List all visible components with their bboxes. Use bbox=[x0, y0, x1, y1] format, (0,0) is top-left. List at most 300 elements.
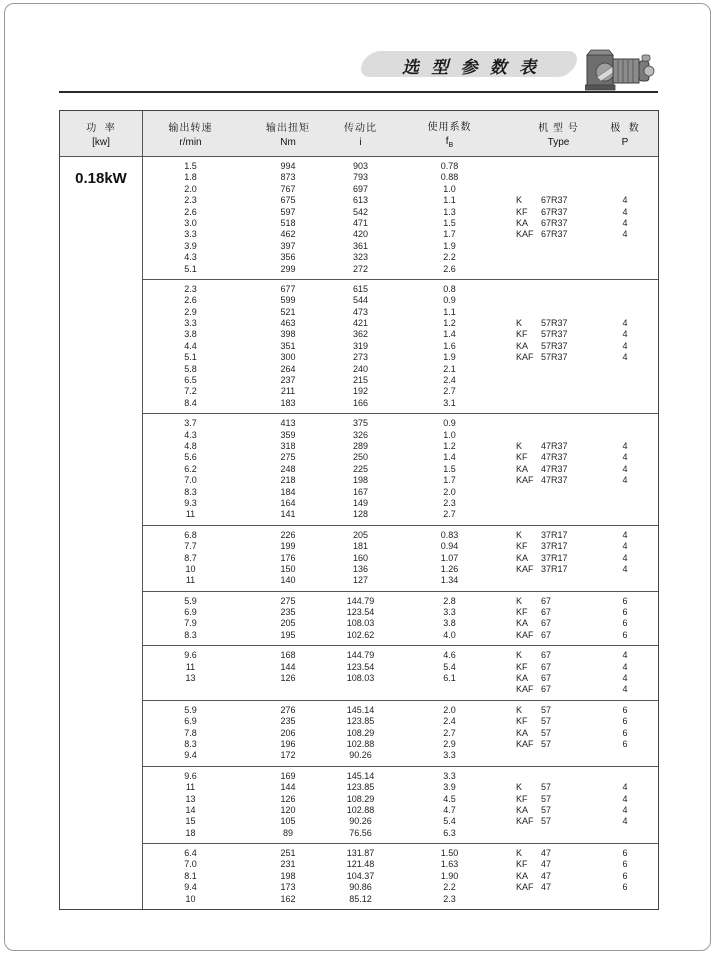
factor-value: 0.8 bbox=[443, 283, 456, 294]
type-value bbox=[516, 673, 601, 684]
type-prefix: KF bbox=[516, 716, 528, 727]
torque-value: 205 bbox=[280, 618, 296, 629]
factor-value: 0.88 bbox=[440, 172, 459, 183]
table-row bbox=[143, 596, 658, 607]
table-row bbox=[143, 364, 658, 375]
type-model: 57R37 bbox=[541, 318, 568, 329]
ratio-value: 793 bbox=[352, 172, 369, 183]
type-value bbox=[516, 859, 601, 870]
ratio-block bbox=[143, 766, 658, 843]
ratio-value: 542 bbox=[352, 206, 369, 217]
row-spacer bbox=[649, 264, 657, 275]
type-model: 57 bbox=[541, 704, 552, 715]
table-row bbox=[143, 782, 658, 793]
table-row bbox=[143, 541, 658, 552]
ratio-value: 420 bbox=[352, 229, 369, 240]
table-row bbox=[143, 172, 658, 183]
ratio-value: 198 bbox=[352, 475, 369, 486]
speed-value: 8.1 bbox=[184, 870, 197, 881]
row-spacer bbox=[649, 229, 657, 240]
torque-value: 183 bbox=[280, 397, 296, 408]
poles-value: 6 bbox=[622, 882, 628, 893]
type-value bbox=[516, 816, 601, 827]
row-spacer bbox=[649, 341, 657, 352]
factor-value: 2.7 bbox=[443, 386, 456, 397]
table-row bbox=[143, 553, 658, 564]
table-row bbox=[143, 264, 658, 275]
speed-value: 8.7 bbox=[184, 552, 197, 563]
row-spacer bbox=[649, 794, 657, 805]
type-model: 47 bbox=[541, 870, 552, 881]
type-prefix: KA bbox=[516, 618, 529, 629]
row-spacer bbox=[649, 195, 657, 206]
poles-value: 4 bbox=[622, 650, 628, 661]
poles-value bbox=[601, 487, 649, 498]
table-row bbox=[143, 816, 658, 827]
speed-value: 18 bbox=[185, 827, 196, 838]
factor-value: 3.3 bbox=[443, 770, 456, 781]
type-prefix: KA bbox=[516, 727, 529, 738]
torque-value: 264 bbox=[280, 363, 296, 374]
type-value bbox=[516, 241, 601, 252]
speed-value: 10 bbox=[185, 563, 196, 574]
row-spacer bbox=[649, 418, 657, 429]
speed-value: 2.3 bbox=[184, 195, 197, 206]
header-power-label: 功 率 bbox=[86, 123, 116, 134]
row-spacer bbox=[649, 475, 657, 486]
table-row bbox=[143, 848, 658, 859]
ratio-value: 123.85 bbox=[346, 782, 375, 793]
factor-value: 0.94 bbox=[440, 541, 459, 552]
torque-value: 89 bbox=[282, 827, 293, 838]
type-prefix: KF bbox=[516, 793, 528, 804]
torque-value: 462 bbox=[280, 229, 296, 240]
type-value bbox=[516, 452, 601, 463]
type-model: 67R37 bbox=[541, 206, 568, 217]
table-row bbox=[143, 859, 658, 870]
speed-value: 7.7 bbox=[184, 541, 197, 552]
factor-value: 2.6 bbox=[443, 263, 456, 274]
type-model: 37R17 bbox=[541, 563, 568, 574]
type-prefix: KA bbox=[516, 463, 529, 474]
row-spacer bbox=[649, 848, 657, 859]
row-spacer bbox=[649, 828, 657, 839]
type-value bbox=[516, 894, 601, 905]
type-value bbox=[516, 418, 601, 429]
factor-value: 1.34 bbox=[440, 575, 459, 586]
speed-value: 2.0 bbox=[184, 183, 197, 194]
speed-value: 6.5 bbox=[184, 375, 197, 386]
ratio-value: 104.37 bbox=[346, 870, 375, 881]
type-value bbox=[516, 530, 601, 541]
torque-value: 141 bbox=[280, 509, 296, 520]
table-row bbox=[143, 716, 658, 727]
factor-value: 4.0 bbox=[443, 629, 456, 640]
ratio-block bbox=[143, 843, 658, 909]
factor-value: 1.5 bbox=[443, 463, 456, 474]
poles-value: 4 bbox=[622, 217, 628, 228]
row-spacer bbox=[649, 241, 657, 252]
poles-value: 4 bbox=[622, 804, 628, 815]
type-value bbox=[516, 805, 601, 816]
speed-value: 10 bbox=[185, 893, 196, 904]
poles-value: 4 bbox=[622, 195, 628, 206]
factor-value: 1.63 bbox=[440, 859, 459, 870]
page-title: 选 型 参 数 表 bbox=[402, 57, 540, 77]
row-spacer bbox=[649, 564, 657, 575]
type-model: 57 bbox=[541, 804, 552, 815]
speed-value: 3.9 bbox=[184, 240, 197, 251]
ratio-value: 319 bbox=[352, 340, 369, 351]
type-value bbox=[516, 618, 601, 629]
torque-value: 521 bbox=[280, 306, 296, 317]
type-value bbox=[516, 662, 601, 673]
type-model: 47R37 bbox=[541, 452, 568, 463]
factor-value: 1.0 bbox=[443, 183, 456, 194]
factor-value: 2.7 bbox=[443, 509, 456, 520]
header-torque-unit: Nm bbox=[280, 137, 296, 148]
torque-value: 251 bbox=[280, 848, 296, 859]
ratio-block bbox=[143, 413, 658, 525]
poles-value: 6 bbox=[622, 607, 628, 618]
ratio-value bbox=[338, 684, 383, 695]
type-value bbox=[516, 487, 601, 498]
poles-value: 4 bbox=[622, 552, 628, 563]
poles-value bbox=[601, 418, 649, 429]
type-value bbox=[516, 684, 601, 695]
torque-value: 248 bbox=[280, 463, 296, 474]
torque-value: 164 bbox=[280, 497, 296, 508]
torque-value: 168 bbox=[280, 650, 296, 661]
table-row bbox=[143, 498, 658, 509]
factor-value: 1.2 bbox=[443, 440, 456, 451]
factor-value: 2.2 bbox=[443, 882, 456, 893]
row-spacer bbox=[649, 662, 657, 673]
ratio-value: 473 bbox=[352, 306, 369, 317]
speed-value: 6.2 bbox=[184, 463, 197, 474]
speed-value: 6.9 bbox=[184, 607, 197, 618]
torque-value bbox=[238, 684, 338, 695]
type-model: 67R37 bbox=[541, 195, 568, 206]
ratio-value: 289 bbox=[352, 440, 369, 451]
ratio-value: 144.79 bbox=[346, 595, 375, 606]
speed-value: 9.6 bbox=[184, 770, 197, 781]
type-value bbox=[516, 229, 601, 240]
factor-value: 1.0 bbox=[443, 429, 456, 440]
factor-value: 1.2 bbox=[443, 318, 456, 329]
factor-value: 5.4 bbox=[443, 816, 456, 827]
table-row bbox=[143, 195, 658, 206]
speed-value: 4.3 bbox=[184, 252, 197, 263]
speed-value: 5.8 bbox=[184, 363, 197, 374]
row-spacer bbox=[649, 630, 657, 641]
factor-value: 1.7 bbox=[443, 475, 456, 486]
ratio-value: 323 bbox=[352, 252, 369, 263]
row-spacer bbox=[649, 739, 657, 750]
title-divider-rule bbox=[59, 91, 658, 93]
type-value bbox=[516, 207, 601, 218]
factor-value: 2.7 bbox=[443, 727, 456, 738]
row-spacer bbox=[649, 541, 657, 552]
type-value bbox=[516, 252, 601, 263]
type-value bbox=[516, 161, 601, 172]
ratio-value: 181 bbox=[352, 541, 369, 552]
ratio-block bbox=[143, 645, 658, 700]
table-row bbox=[143, 705, 658, 716]
type-value bbox=[516, 264, 601, 275]
poles-value: 4 bbox=[622, 206, 628, 217]
speed-value: 11 bbox=[185, 782, 196, 793]
poles-value bbox=[601, 509, 649, 520]
type-value bbox=[516, 650, 601, 661]
speed-value: 3.0 bbox=[184, 217, 197, 228]
speed-value: 2.3 bbox=[184, 283, 197, 294]
ratio-value: 131.87 bbox=[346, 848, 375, 859]
table-row bbox=[143, 650, 658, 661]
factor-value: 0.9 bbox=[443, 295, 456, 306]
table-row bbox=[143, 184, 658, 195]
ratio-value: 273 bbox=[352, 352, 369, 363]
factor-value bbox=[383, 684, 516, 695]
header-type-label: 机 型 号 bbox=[538, 123, 579, 134]
ratio-value: 90.86 bbox=[349, 882, 372, 893]
poles-value: 4 bbox=[622, 229, 628, 240]
poles-value bbox=[601, 172, 649, 183]
table-row bbox=[143, 673, 658, 684]
type-model: 47R37 bbox=[541, 463, 568, 474]
row-spacer bbox=[649, 218, 657, 229]
type-prefix: KAF bbox=[516, 684, 534, 695]
table-row bbox=[143, 229, 658, 240]
poles-value: 4 bbox=[622, 352, 628, 363]
poles-value bbox=[601, 575, 649, 586]
header-factor bbox=[383, 118, 516, 149]
poles-value bbox=[601, 498, 649, 509]
table-row bbox=[143, 618, 658, 629]
table-row bbox=[143, 452, 658, 463]
type-value bbox=[516, 509, 601, 520]
speed-value: 14 bbox=[185, 804, 196, 815]
type-value bbox=[516, 553, 601, 564]
factor-value: 0.83 bbox=[440, 529, 459, 540]
factor-value: 4.6 bbox=[443, 650, 456, 661]
ratio-value: 225 bbox=[352, 463, 369, 474]
type-model: 57 bbox=[541, 727, 552, 738]
factor-value: 1.9 bbox=[443, 352, 456, 363]
poles-value: 6 bbox=[622, 716, 628, 727]
type-value bbox=[516, 498, 601, 509]
torque-value: 299 bbox=[280, 263, 296, 274]
type-model: 47 bbox=[541, 848, 552, 859]
speed-value: 11 bbox=[185, 661, 196, 672]
ratio-block bbox=[143, 591, 658, 646]
table-row bbox=[143, 284, 658, 295]
speed-value: 4.4 bbox=[184, 340, 197, 351]
type-value bbox=[516, 172, 601, 183]
ratio-value: 102.62 bbox=[346, 629, 375, 640]
torque-value: 140 bbox=[280, 575, 296, 586]
factor-value: 1.26 bbox=[440, 563, 459, 574]
poles-value: 4 bbox=[622, 541, 628, 552]
table-row bbox=[143, 341, 658, 352]
factor-value: 2.8 bbox=[443, 595, 456, 606]
factor-value: 1.07 bbox=[440, 552, 459, 563]
factor-value: 1.90 bbox=[440, 870, 459, 881]
header-data-columns bbox=[143, 111, 658, 156]
row-spacer bbox=[649, 318, 657, 329]
speed-value: 11 bbox=[185, 575, 196, 586]
poles-value bbox=[601, 750, 649, 761]
factor-value: 2.0 bbox=[443, 486, 456, 497]
type-prefix: KF bbox=[516, 329, 528, 340]
table-row bbox=[143, 375, 658, 386]
poles-value: 6 bbox=[622, 848, 628, 859]
poles-value: 4 bbox=[622, 793, 628, 804]
type-model: 47 bbox=[541, 859, 552, 870]
poles-value bbox=[601, 828, 649, 839]
ratio-value: 123.54 bbox=[346, 661, 375, 672]
row-spacer bbox=[649, 859, 657, 870]
type-model: 57R37 bbox=[541, 329, 568, 340]
torque-value: 351 bbox=[280, 340, 296, 351]
poles-value: 6 bbox=[622, 629, 628, 640]
header-type bbox=[516, 119, 601, 148]
type-prefix: KF bbox=[516, 859, 528, 870]
ratio-value: 90.26 bbox=[349, 750, 372, 761]
factor-symbol: f bbox=[445, 136, 449, 147]
poles-value bbox=[601, 307, 649, 318]
speed-value: 7.2 bbox=[184, 386, 197, 397]
ratio-value: 128 bbox=[352, 509, 369, 520]
speed-value: 4.8 bbox=[184, 440, 197, 451]
factor-value: 2.4 bbox=[443, 375, 456, 386]
type-model: 67 bbox=[541, 684, 552, 695]
table-row bbox=[143, 386, 658, 397]
type-value bbox=[516, 475, 601, 486]
ratio-value: 127 bbox=[352, 575, 369, 586]
table-row bbox=[143, 771, 658, 782]
torque-value: 172 bbox=[280, 750, 296, 761]
type-prefix: K bbox=[516, 782, 523, 793]
table-row bbox=[143, 207, 658, 218]
table-row bbox=[143, 218, 658, 229]
speed-value: 6.9 bbox=[184, 716, 197, 727]
ratio-block bbox=[143, 157, 658, 279]
row-spacer bbox=[649, 329, 657, 340]
speed-value: 8.4 bbox=[184, 397, 197, 408]
row-spacer bbox=[649, 530, 657, 541]
table-header-row bbox=[60, 111, 658, 157]
torque-value: 144 bbox=[280, 782, 296, 793]
table-row bbox=[143, 530, 658, 541]
type-model: 67 bbox=[541, 650, 552, 661]
poles-value: 4 bbox=[622, 563, 628, 574]
torque-value: 677 bbox=[280, 283, 296, 294]
row-spacer bbox=[649, 882, 657, 893]
factor-value: 2.1 bbox=[443, 363, 456, 374]
factor-value: 1.7 bbox=[443, 229, 456, 240]
torque-value: 597 bbox=[280, 206, 296, 217]
poles-value: 4 bbox=[622, 529, 628, 540]
factor-value: 2.3 bbox=[443, 893, 456, 904]
ratio-value: 108.29 bbox=[346, 727, 375, 738]
type-prefix: KAF bbox=[516, 738, 534, 749]
table-row bbox=[143, 662, 658, 673]
speed-value bbox=[143, 684, 238, 695]
ratio-value: 145.14 bbox=[346, 704, 375, 715]
header-power bbox=[60, 111, 143, 156]
row-spacer bbox=[649, 750, 657, 761]
type-prefix: KA bbox=[516, 804, 529, 815]
table-row bbox=[143, 630, 658, 641]
table-row bbox=[143, 307, 658, 318]
type-prefix: KA bbox=[516, 552, 529, 563]
torque-value: 318 bbox=[280, 440, 296, 451]
type-prefix: KAF bbox=[516, 229, 534, 240]
type-model: 47 bbox=[541, 882, 552, 893]
type-value bbox=[516, 375, 601, 386]
ratio-value: 90.26 bbox=[349, 816, 372, 827]
table-row bbox=[143, 750, 658, 761]
type-value bbox=[516, 341, 601, 352]
type-prefix: KAF bbox=[516, 563, 534, 574]
torque-value: 235 bbox=[280, 607, 296, 618]
torque-value: 276 bbox=[280, 704, 296, 715]
speed-value: 6.4 bbox=[184, 848, 197, 859]
type-model: 57R37 bbox=[541, 340, 568, 351]
type-value bbox=[516, 218, 601, 229]
row-spacer bbox=[649, 307, 657, 318]
ratio-value: 102.88 bbox=[346, 738, 375, 749]
speed-value: 3.3 bbox=[184, 318, 197, 329]
ratio-blocks-container bbox=[143, 157, 658, 909]
row-spacer bbox=[649, 364, 657, 375]
poles-value: 4 bbox=[622, 782, 628, 793]
row-spacer bbox=[649, 284, 657, 295]
factor-value: 3.8 bbox=[443, 618, 456, 629]
row-spacer bbox=[649, 894, 657, 905]
poles-value: 4 bbox=[622, 329, 628, 340]
type-value bbox=[516, 771, 601, 782]
type-prefix: KAF bbox=[516, 816, 534, 827]
factor-value: 3.3 bbox=[443, 750, 456, 761]
torque-value: 300 bbox=[280, 352, 296, 363]
ratio-value: 240 bbox=[352, 363, 369, 374]
header-speed bbox=[143, 119, 238, 148]
type-model: 57 bbox=[541, 782, 552, 793]
torque-value: 675 bbox=[280, 195, 296, 206]
type-model: 37R17 bbox=[541, 529, 568, 540]
poles-value bbox=[601, 252, 649, 263]
speed-value: 4.3 bbox=[184, 429, 197, 440]
speed-value: 9.6 bbox=[184, 650, 197, 661]
torque-value: 198 bbox=[280, 870, 296, 881]
ratio-value: 326 bbox=[352, 429, 369, 440]
speed-value: 8.3 bbox=[184, 486, 197, 497]
type-model: 47R37 bbox=[541, 440, 568, 451]
table-row bbox=[143, 430, 658, 441]
type-value bbox=[516, 564, 601, 575]
type-prefix: KA bbox=[516, 217, 529, 228]
type-value bbox=[516, 352, 601, 363]
speed-value: 9.3 bbox=[184, 497, 197, 508]
factor-value: 1.5 bbox=[443, 217, 456, 228]
row-spacer bbox=[649, 684, 657, 695]
poles-value bbox=[601, 184, 649, 195]
torque-value: 359 bbox=[280, 429, 296, 440]
poles-value bbox=[601, 364, 649, 375]
torque-value: 599 bbox=[280, 295, 296, 306]
